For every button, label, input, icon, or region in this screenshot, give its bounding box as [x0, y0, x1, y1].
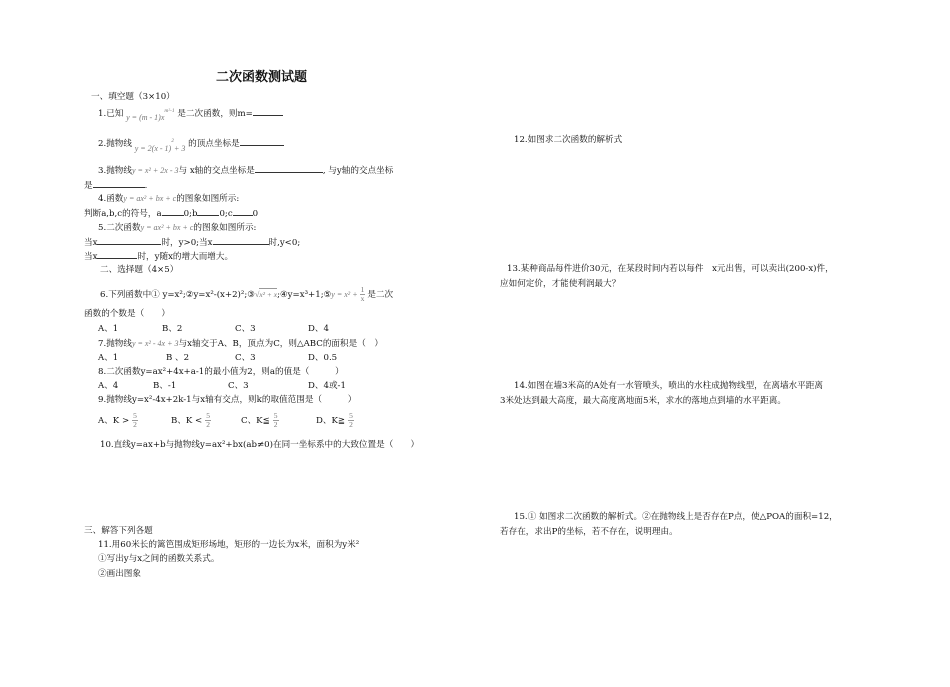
q9-option-c-label: C、K≦ — [241, 416, 270, 426]
question-4 — [98, 193, 239, 205]
q6-prefix: 6.下列函数中① y=x²;②y=x²-(x+2)²;③ — [100, 290, 255, 300]
q8-option-a[interactable]: A、4 — [98, 381, 119, 391]
q2-formula-tail: + 3 — [173, 143, 186, 153]
q6-line2: 函数的个数是（ ） — [84, 309, 170, 319]
q6-fraction-den: x — [360, 294, 365, 303]
q9-option-b-fraction — [205, 412, 211, 429]
q8-option-d[interactable]: D、4或-1 — [308, 381, 346, 391]
q9-c-den: 2 — [273, 420, 278, 429]
q4-suffix: 的图象如图所示: — [176, 194, 240, 204]
q8-option-c[interactable]: C、3 — [228, 381, 249, 391]
q5-line2c: 时,y<0; — [268, 238, 301, 248]
section-heading-multiple-choice: 二、选择题（4×5） — [100, 265, 179, 275]
question-3 — [98, 164, 393, 177]
question-5-line3 — [84, 250, 233, 263]
question-9: 9.抛物线y=x²-4x+2k-1与x轴有交点，则k的取值范围是（ ） — [98, 395, 357, 405]
q3-blank-x-axis[interactable] — [255, 164, 323, 173]
q9-option-a-label: A、K > — [98, 416, 130, 426]
q1-suffix: 是二次函数，则m= — [177, 108, 253, 119]
q5-suffix: 的图象如图所示: — [193, 223, 257, 233]
q2-formula: y = 2(x - 1) — [134, 143, 172, 153]
q9-option-a[interactable] — [98, 412, 138, 429]
q9-d-den: 2 — [349, 420, 353, 429]
q6-fraction-num: 1 — [360, 285, 365, 294]
question-12: 12.如图求二次函数的解析式 — [514, 135, 623, 145]
question-5-line2 — [84, 236, 300, 249]
question-2 — [98, 136, 284, 153]
q2-prefix: 2.抛物线 — [98, 138, 132, 149]
q6-suffix: 是二次 — [367, 290, 394, 300]
q7-option-c[interactable]: C、3 — [235, 353, 256, 363]
q9-option-c-fraction — [273, 412, 279, 429]
q5-prefix: 5.二次函数 — [98, 223, 141, 233]
q5-blank-positive[interactable] — [97, 236, 161, 245]
question-8: 8.二次函数y=ax²+4x+a-1的最小值为2，则a的值是（ ） — [98, 367, 344, 377]
question-11: 11.用60米长的篱笆围成矩形场地，矩形的一边长为x米，面积为y米² — [98, 540, 360, 550]
q4-end: 0 — [252, 209, 259, 219]
q3-formula: y = x² + 2x - 3 — [131, 166, 179, 175]
q6-formula-5: y = x² + — [331, 290, 358, 299]
q4-blank-a[interactable] — [162, 207, 184, 216]
question-13: 13.某种商品每件进价30元，在某段时间内若以每件 x元出售，可以卖出(200-x)件， — [507, 264, 834, 274]
q5-blank-negative[interactable] — [213, 236, 269, 245]
q4-blank-b[interactable] — [197, 207, 219, 216]
q7-prefix: 7.抛物线 — [98, 339, 132, 349]
q9-option-b-label: B、K < — [171, 416, 203, 426]
q11-part-2: ②画出图象 — [98, 569, 141, 579]
section-heading-fill-blank: 一、填空题（3×10） — [91, 92, 175, 102]
q6-sqrt-term: x² + x — [259, 290, 278, 299]
q5-formula: y = ax² + bx + c — [140, 223, 194, 232]
q1-formula: y = (m - 1)x — [126, 112, 165, 122]
q1-exponent: m²-1 — [164, 108, 175, 114]
question-14: 14.如图在墙3米高的A处有一水管喷头，喷出的水柱成抛物线型，在离墙水平距离 — [514, 381, 823, 391]
q9-option-c[interactable] — [241, 412, 279, 429]
q7-formula: y = x² - 4x + 3 — [131, 339, 179, 348]
q6-option-c[interactable]: C、3 — [235, 324, 256, 334]
q3-line2: 是 — [84, 181, 93, 191]
q9-a-den: 2 — [133, 420, 137, 429]
q7-option-a[interactable]: A、1 — [98, 353, 119, 363]
q6-option-d[interactable]: D、4 — [308, 324, 329, 334]
q13-line2: 应如何定价，才能使利润最大？ — [500, 279, 621, 289]
page-title: 二次函数测试题 — [216, 70, 308, 85]
q9-option-d-fraction — [348, 412, 354, 429]
q7-suffix: 与x轴交于A、B，顶点为C，则△ABC的面积是（ ） — [178, 339, 383, 349]
q4-c-label: 0;c — [219, 209, 233, 219]
q5-line2a: 当x — [84, 238, 98, 248]
q9-a-num: 5 — [133, 411, 137, 420]
q9-option-d-label: D、K≧ — [316, 416, 346, 426]
q6-middle: ;④y=x³+1;⑤ — [277, 290, 332, 300]
q1-answer-blank[interactable] — [253, 107, 283, 116]
q4-formula: y = ax² + bx + c — [123, 194, 177, 203]
question-5 — [98, 222, 256, 234]
question-3-line2: 是 . — [84, 181, 148, 191]
question-10: 10.直线y=ax+b与抛物线y=ax²+bx(ab≠0)在同一坐标系中的大致位置是（ ） — [100, 440, 420, 450]
q4-blank-c[interactable] — [233, 207, 253, 216]
q8-option-b[interactable]: B、-1 — [153, 381, 177, 391]
q4-prefix: 4.函数 — [98, 194, 124, 204]
q7-option-b[interactable]: B 、2 — [166, 353, 190, 363]
q9-option-a-fraction — [132, 412, 138, 429]
q9-b-den: 2 — [206, 420, 211, 429]
q6-option-b[interactable]: B、2 — [162, 324, 183, 334]
q3-middle: 与 x轴的交点坐标是 — [178, 166, 255, 176]
q4-line2: 判断a,b,c的符号，a — [84, 209, 162, 219]
q5-line3b: 时，y随x的增大而增大。 — [137, 252, 234, 262]
section-heading-solve: 三、解答下列各题 — [84, 526, 153, 536]
q15-line2: 若存在，求出P的坐标，若不存在，说明理由。 — [500, 527, 678, 537]
q3-blank-y-axis[interactable] — [93, 179, 145, 188]
q2-exponent: 2 — [171, 138, 174, 144]
q4-b-label: 0;b — [183, 209, 198, 219]
q2-answer-blank[interactable] — [240, 137, 284, 146]
q14-line2: 3米处达到最大高度，最大高度离地面5米，求水的落地点到墙的水平距离。 — [500, 396, 786, 406]
q9-option-d[interactable] — [316, 412, 354, 429]
question-15: 15.① 如图求二次函数的解析式。②在抛物线上是否存在P点，使△POA的面积=12， — [514, 512, 838, 522]
q9-c-num: 5 — [273, 411, 278, 420]
question-6: 6.下列函数中① y=x²;②y=x²-(x+2)²;③√x² + x;④y=x³+1;⑤y = x² + $\frac{1}{x}$ 是二次 — [100, 285, 394, 303]
q5-blank-increasing[interactable] — [97, 250, 137, 259]
q6-fraction — [360, 286, 366, 303]
q6-option-a[interactable]: A、1 — [98, 324, 119, 334]
question-7 — [98, 338, 383, 350]
q3-prefix: 3.抛物线 — [98, 166, 132, 176]
q9-option-b[interactable] — [171, 412, 211, 429]
q9-d-num: 5 — [349, 411, 353, 420]
q3-suffix: , 与y轴的交点坐标 — [322, 166, 394, 176]
q2-suffix: 的顶点坐标是 — [188, 138, 240, 149]
q9-b-num: 5 — [206, 411, 211, 420]
question-4-line2 — [84, 207, 258, 220]
q1-prefix: 1.已知 — [98, 108, 124, 119]
q11-part-1: ①写出y与x之间的函数关系式。 — [98, 554, 220, 564]
q5-line3a: 当x — [84, 252, 98, 262]
q5-line2b: 时，y>0;当x — [161, 238, 213, 248]
q7-option-d[interactable]: D、0.5 — [308, 353, 338, 363]
question-1 — [98, 106, 283, 120]
